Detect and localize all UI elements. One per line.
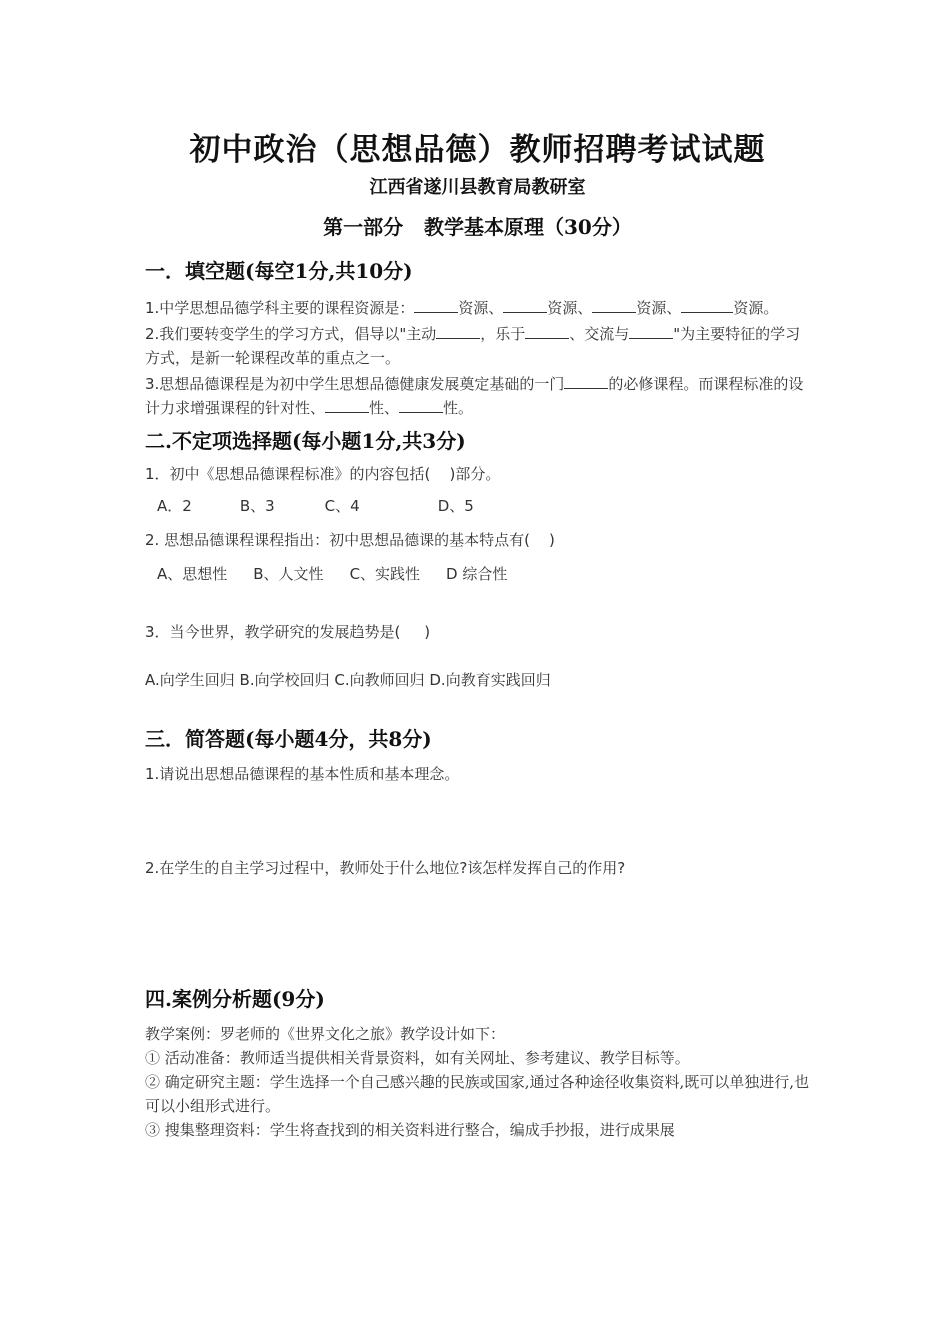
option-b: B、3 bbox=[239, 497, 275, 515]
section2-heading: 二.不定项选择题(每小题1分,共3分) bbox=[145, 429, 466, 453]
choice-question-3-options: A.向学生回归 B.向学校回归 C.向教师回归 D.向教育实践回归 bbox=[145, 671, 551, 689]
q1-text-e: 资源。 bbox=[733, 299, 779, 317]
option-a: A、思想性 bbox=[157, 565, 228, 583]
q2-text-a: 2.我们要转变学生的学习方式，倡导以"主动 bbox=[145, 325, 437, 343]
q1-text-c: 资源、 bbox=[547, 299, 593, 317]
case-intro: 教学案例：罗老师的《世界文化之旅》教学设计如下： bbox=[145, 1025, 506, 1043]
case-step-2: ② 确定研究主题：学生选择一个自己感兴趣的民族或国家,通过各种途径收集资料,既可以单独进行,也可以小组形式进行。 bbox=[145, 1073, 810, 1115]
q2-text-c: 、交流与 bbox=[569, 325, 630, 343]
section3-heading: 三．简答题(每小题4分，共8分) bbox=[145, 727, 432, 751]
choice-question-2-options bbox=[145, 562, 810, 586]
part-heading: 第一部分 教学基本原理（30分） bbox=[323, 215, 632, 239]
answer-blank[interactable] bbox=[629, 322, 673, 339]
page-subtitle: 江西省遂川县教育局教研室 bbox=[369, 177, 586, 198]
answer-blank[interactable] bbox=[564, 372, 608, 389]
option-a: A．2 bbox=[157, 497, 192, 515]
choice-question-2: 2. 思想品德课程课程指出：初中思想品德课的基本特点有( ) bbox=[145, 531, 555, 549]
option-c: C、实践性 bbox=[349, 565, 421, 583]
answer-blank[interactable] bbox=[592, 296, 636, 313]
choice-question-3: 3．当今世界，教学研究的发展趋势是( ) bbox=[145, 623, 431, 641]
section4-heading: 四.案例分析题(9分) bbox=[145, 987, 325, 1011]
answer-space[interactable] bbox=[145, 880, 810, 984]
option-c: C、4 bbox=[324, 497, 360, 515]
answer-blank[interactable] bbox=[525, 322, 569, 339]
answer-blank[interactable] bbox=[399, 396, 443, 413]
q1-text-a: 1.中学思想品德学科主要的课程资源是： bbox=[145, 299, 415, 317]
answer-blank[interactable] bbox=[436, 322, 480, 339]
q1-text-b: 资源、 bbox=[458, 299, 504, 317]
q3-text-c: 性、 bbox=[369, 399, 400, 417]
short-answer-question-2: 2.在学生的自主学习过程中，教师处于什么地位?该怎样发挥自己的作用? bbox=[145, 859, 626, 877]
option-d: D 综合性 bbox=[446, 565, 508, 583]
option-d: D、5 bbox=[437, 497, 474, 515]
q3-text-b: 的必修课程。而课程标准的设计力求增强课程的针对性、 bbox=[145, 375, 804, 417]
case-step-1: ① 活动准备：教师适当提供相关背景资料，如有关网址、参考建议、教学目标等。 bbox=[145, 1049, 690, 1067]
fill-question-3 bbox=[145, 372, 810, 420]
document-content bbox=[145, 128, 810, 1142]
choice-question-1: 1．初中《思想品德课程标准》的内容包括( )部分。 bbox=[145, 465, 501, 483]
choice-question-1-options bbox=[145, 494, 810, 518]
q3-text-a: 3.思想品德课程是为初中学生思想品德健康发展奠定基础的一门 bbox=[145, 375, 565, 393]
q2-text-b: ，乐于 bbox=[480, 325, 526, 343]
answer-blank[interactable] bbox=[503, 296, 547, 313]
fill-question-2 bbox=[145, 322, 810, 370]
option-b: B、人文性 bbox=[253, 565, 324, 583]
answer-space[interactable] bbox=[145, 786, 810, 856]
answer-blank-continued[interactable] bbox=[707, 296, 733, 313]
answer-blank[interactable] bbox=[325, 396, 369, 413]
answer-blank[interactable] bbox=[414, 296, 458, 313]
fill-question-1 bbox=[145, 296, 810, 320]
section1-heading: 一．填空题(每空1分,共10分) bbox=[145, 259, 413, 283]
q1-text-d: 资源、 bbox=[636, 299, 682, 317]
case-step-3: ③ 搜集整理资料：学生将查找到的相关资料进行整合，编成手抄报，进行成果展 bbox=[145, 1121, 675, 1139]
q2-text-d: "为主要特征的学习方式，是新一轮课程改革的重点之一。 bbox=[145, 325, 801, 367]
short-answer-question-1: 1.请说出思想品德课程的基本性质和基本理念。 bbox=[145, 765, 460, 783]
answer-blank[interactable] bbox=[681, 296, 707, 313]
page-title: 初中政治（思想品德）教师招聘考试试题 bbox=[189, 132, 766, 168]
q3-text-d: 性。 bbox=[443, 399, 474, 417]
